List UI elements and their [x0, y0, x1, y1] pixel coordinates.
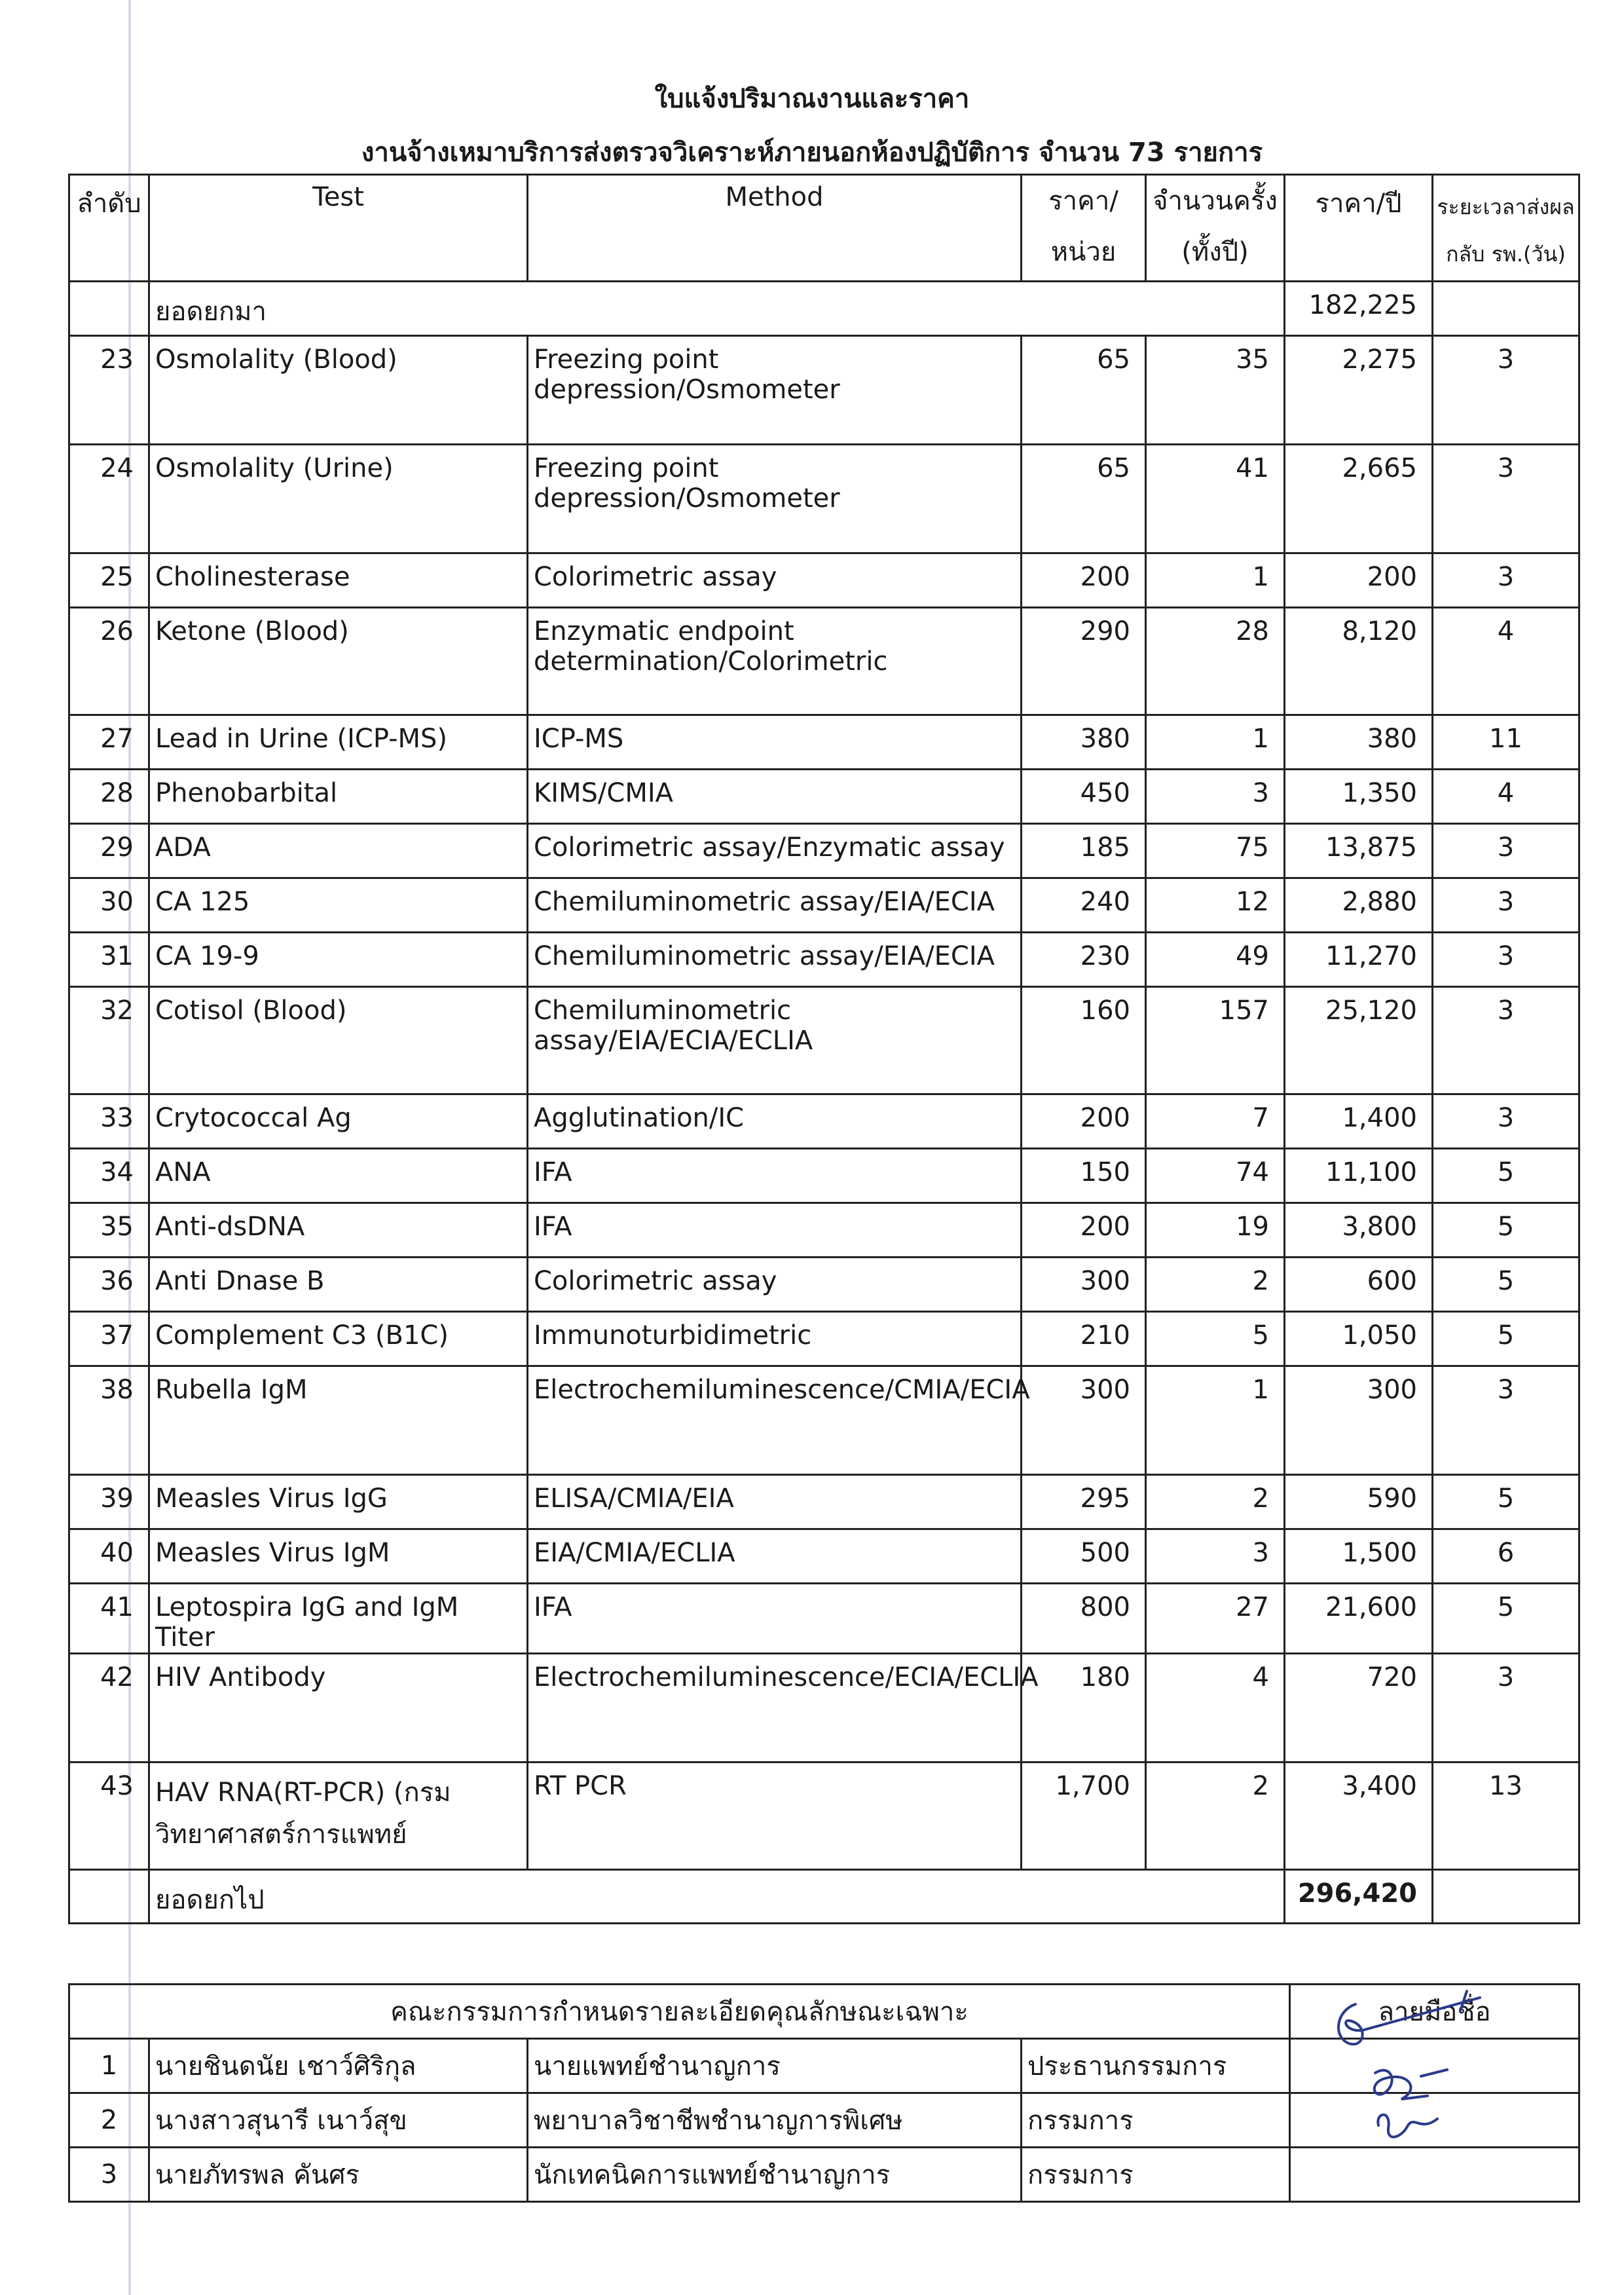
row-count: 41 — [1146, 445, 1285, 553]
table-row — [69, 1094, 1579, 1149]
committee-header: คณะกรรมการกำหนดรายละเอียดคุณลักษณะเฉพาะ — [69, 1985, 1290, 2039]
row-count: 1 — [1146, 1366, 1285, 1475]
carry-in-row — [69, 282, 1579, 336]
row-days: 3 — [1433, 933, 1579, 987]
row-days: 5 — [1433, 1475, 1579, 1529]
member-position: พยาบาลวิชาชีพชำนาญการพิเศษ — [528, 2093, 1022, 2148]
carry-out-value: 296,420 — [1285, 1870, 1433, 1924]
member-signature — [1290, 2148, 1579, 2202]
row-count: 2 — [1146, 1763, 1285, 1870]
row-test: Cholinesterase — [149, 553, 528, 608]
table-row — [69, 1149, 1579, 1203]
row-method: ICP-MS — [528, 715, 1022, 770]
row-days: 11 — [1433, 715, 1579, 770]
row-no: 31 — [69, 933, 149, 987]
row-count: 157 — [1146, 987, 1285, 1094]
table-row — [69, 336, 1579, 445]
row-count: 2 — [1146, 1258, 1285, 1312]
row-method: Chemiluminometric assay/EIA/ECIA — [528, 933, 1022, 987]
row-no: 23 — [69, 336, 149, 445]
row-method: ELISA/CMIA/EIA — [528, 1475, 1022, 1529]
row-price: 180 — [1022, 1654, 1146, 1763]
row-price: 295 — [1022, 1475, 1146, 1529]
row-no: 40 — [69, 1529, 149, 1584]
row-price: 1,700 — [1022, 1763, 1146, 1870]
row-days: 5 — [1433, 1149, 1579, 1203]
row-test: Rubella IgM — [149, 1366, 528, 1475]
row-count: 19 — [1146, 1203, 1285, 1258]
table-row — [69, 553, 1579, 608]
row-days: 5 — [1433, 1203, 1579, 1258]
row-year: 21,600 — [1285, 1584, 1433, 1654]
col-header-count-line2: (ทั้งปี) — [1181, 237, 1249, 267]
row-count: 28 — [1146, 608, 1285, 715]
row-year: 13,875 — [1285, 824, 1433, 878]
row-year: 3,800 — [1285, 1203, 1433, 1258]
doc-title: ใบแจ้งปริมาณงานและราคา — [654, 84, 970, 114]
row-test: Osmolality (Urine) — [149, 445, 528, 553]
col-header-price-line2: หน่วย — [1050, 237, 1116, 267]
row-price: 65 — [1022, 445, 1146, 553]
row-price: 450 — [1022, 770, 1146, 824]
row-test: Crytococcal Ag — [149, 1094, 528, 1149]
table-row — [69, 933, 1579, 987]
row-test: Phenobarbital — [149, 770, 528, 824]
row-days: 3 — [1433, 445, 1579, 553]
row-test: HAV RNA(RT-PCR) (กรมวิทยาศาสตร์การแพทย์ — [149, 1763, 528, 1870]
row-price: 300 — [1022, 1366, 1146, 1475]
row-price: 210 — [1022, 1312, 1146, 1366]
col-header-price — [1022, 175, 1146, 282]
row-method: IFA — [528, 1203, 1022, 1258]
member-position: นายแพทย์ชำนาญการ — [528, 2039, 1022, 2093]
row-method: Chemiluminometric assay/EIA/ECIA/ECLIA — [528, 987, 1022, 1094]
row-year: 600 — [1285, 1258, 1433, 1312]
row-count: 74 — [1146, 1149, 1285, 1203]
row-method: EIA/CMIA/ECLIA — [528, 1529, 1022, 1584]
row-price: 230 — [1022, 933, 1146, 987]
row-year: 11,270 — [1285, 933, 1433, 987]
row-no: 35 — [69, 1203, 149, 1258]
row-days: 3 — [1433, 824, 1579, 878]
row-no: 25 — [69, 553, 149, 608]
row-count: 1 — [1146, 553, 1285, 608]
table-row — [69, 1203, 1579, 1258]
col-header-count — [1146, 175, 1285, 282]
row-method: Freezing point depression/Osmometer — [528, 336, 1022, 445]
row-price: 200 — [1022, 1094, 1146, 1149]
row-method: IFA — [528, 1149, 1022, 1203]
row-test: ANA — [149, 1149, 528, 1203]
row-days: 3 — [1433, 1654, 1579, 1763]
col-header-count-line1: จำนวนครั้ง — [1153, 186, 1278, 216]
row-price: 160 — [1022, 987, 1146, 1094]
row-count: 2 — [1146, 1475, 1285, 1529]
row-method: Colorimetric assay — [528, 1258, 1022, 1312]
row-days: 4 — [1433, 770, 1579, 824]
row-days: 13 — [1433, 1763, 1579, 1870]
signature-header: ลายมือชื่อ — [1290, 1985, 1579, 2039]
row-method: RT PCR — [528, 1763, 1022, 1870]
row-count: 5 — [1146, 1312, 1285, 1366]
member-position: นักเทคนิคการแพทย์ชำนาญการ — [528, 2148, 1022, 2202]
row-days: 6 — [1433, 1529, 1579, 1584]
table-row — [69, 1258, 1579, 1312]
row-year: 1,350 — [1285, 770, 1433, 824]
table-row — [69, 1584, 1579, 1654]
row-year: 3,400 — [1285, 1763, 1433, 1870]
table-row — [69, 878, 1579, 933]
row-method: IFA — [528, 1584, 1022, 1654]
row-price: 240 — [1022, 878, 1146, 933]
carry-out-label: ยอดยกไป — [149, 1870, 1285, 1924]
row-test: Leptospira IgG and IgM Titer — [149, 1584, 528, 1654]
table-row — [69, 1529, 1579, 1584]
table-row — [69, 770, 1579, 824]
col-header-days — [1433, 175, 1579, 282]
row-year: 2,275 — [1285, 336, 1433, 445]
row-no: 29 — [69, 824, 149, 878]
row-no: 24 — [69, 445, 149, 553]
col-header-year: ราคา/ปี — [1285, 175, 1433, 282]
table-row — [69, 824, 1579, 878]
table-row — [69, 445, 1579, 553]
row-no: 39 — [69, 1475, 149, 1529]
row-count: 1 — [1146, 715, 1285, 770]
row-days: 5 — [1433, 1258, 1579, 1312]
row-year: 1,500 — [1285, 1529, 1433, 1584]
row-method: Agglutination/IC — [528, 1094, 1022, 1149]
row-method: Freezing point depression/Osmometer — [528, 445, 1022, 553]
row-test: Anti-dsDNA — [149, 1203, 528, 1258]
row-days: 3 — [1433, 987, 1579, 1094]
row-method: Enzymatic endpoint determination/Colorimetric — [528, 608, 1022, 715]
row-no: 38 — [69, 1366, 149, 1475]
row-count: 7 — [1146, 1094, 1285, 1149]
carry-in-label: ยอดยกมา — [149, 282, 1285, 336]
row-price: 200 — [1022, 1203, 1146, 1258]
row-price: 150 — [1022, 1149, 1146, 1203]
row-year: 8,120 — [1285, 608, 1433, 715]
member-name: นางสาวสุนารี เนาว์สุข — [149, 2093, 528, 2148]
col-header-method: Method — [528, 175, 1022, 282]
col-header-price-line1: ราคา/ — [1048, 186, 1118, 216]
row-no: 43 — [69, 1763, 149, 1870]
row-no: 36 — [69, 1258, 149, 1312]
row-year: 200 — [1285, 553, 1433, 608]
row-year: 720 — [1285, 1654, 1433, 1763]
row-year: 1,400 — [1285, 1094, 1433, 1149]
row-test: Anti Dnase B — [149, 1258, 528, 1312]
row-method: Electrochemiluminescence/ECIA/ECLIA — [528, 1654, 1022, 1763]
row-test: CA 125 — [149, 878, 528, 933]
row-count: 27 — [1146, 1584, 1285, 1654]
row-price: 200 — [1022, 553, 1146, 608]
row-year: 2,665 — [1285, 445, 1433, 553]
row-no: 26 — [69, 608, 149, 715]
row-year: 11,100 — [1285, 1149, 1433, 1203]
row-test: Ketone (Blood) — [149, 608, 528, 715]
member-name: นายชินดนัย เชาว์ศิริกุล — [149, 2039, 528, 2093]
row-no: 34 — [69, 1149, 149, 1203]
member-no: 3 — [69, 2148, 149, 2202]
row-method: Immunoturbidimetric — [528, 1312, 1022, 1366]
row-method: KIMS/CMIA — [528, 770, 1022, 824]
row-price: 65 — [1022, 336, 1146, 445]
row-days: 3 — [1433, 336, 1579, 445]
row-price: 800 — [1022, 1584, 1146, 1654]
row-price: 185 — [1022, 824, 1146, 878]
row-method: Chemiluminometric assay/EIA/ECIA — [528, 878, 1022, 933]
row-test: Measles Virus IgM — [149, 1529, 528, 1584]
row-method: Colorimetric assay — [528, 553, 1022, 608]
row-count: 49 — [1146, 933, 1285, 987]
table-header-row — [69, 175, 1579, 282]
row-days: 3 — [1433, 1366, 1579, 1475]
row-no: 27 — [69, 715, 149, 770]
carry-out-row — [69, 1870, 1579, 1924]
row-method: Colorimetric assay/Enzymatic assay — [528, 824, 1022, 878]
member-role: กรรมการ — [1022, 2093, 1290, 2148]
row-test: Lead in Urine (ICP-MS) — [149, 715, 528, 770]
row-price: 380 — [1022, 715, 1146, 770]
col-header-no: ลำดับ — [69, 175, 149, 282]
row-no: 33 — [69, 1094, 149, 1149]
row-no: 30 — [69, 878, 149, 933]
row-count: 4 — [1146, 1654, 1285, 1763]
table-row — [69, 1763, 1579, 1870]
row-days: 3 — [1433, 553, 1579, 608]
price-table — [68, 174, 1580, 1924]
row-days: 3 — [1433, 878, 1579, 933]
doc-subtitle: งานจ้างเหมาบริการส่งตรวจวิเคราะห์ภายนอกห้องปฏิบัติการ จำนวน 73 รายการ — [361, 138, 1263, 168]
row-year: 590 — [1285, 1475, 1433, 1529]
row-price: 500 — [1022, 1529, 1146, 1584]
row-method: Electrochemiluminescence/CMIA/ECIA — [528, 1366, 1022, 1475]
row-no: 32 — [69, 987, 149, 1094]
committee-member-row — [69, 2148, 1579, 2202]
row-count: 35 — [1146, 336, 1285, 445]
member-role: กรรมการ — [1022, 2148, 1290, 2202]
row-price: 290 — [1022, 608, 1146, 715]
row-count: 3 — [1146, 1529, 1285, 1584]
row-test: Cotisol (Blood) — [149, 987, 528, 1094]
row-test: Complement C3 (B1C) — [149, 1312, 528, 1366]
table-row — [69, 715, 1579, 770]
signature-mark — [1329, 1985, 1500, 2148]
row-test: CA 19-9 — [149, 933, 528, 987]
row-count: 3 — [1146, 770, 1285, 824]
row-test: Measles Virus IgG — [149, 1475, 528, 1529]
row-year: 25,120 — [1285, 987, 1433, 1094]
member-no: 1 — [69, 2039, 149, 2093]
col-header-days-line1: ระยะเวลาส่งผล — [1437, 195, 1575, 219]
row-price: 300 — [1022, 1258, 1146, 1312]
row-no: 42 — [69, 1654, 149, 1763]
table-row — [69, 1654, 1579, 1763]
table-row — [69, 1312, 1579, 1366]
row-count: 75 — [1146, 824, 1285, 878]
row-days: 3 — [1433, 1094, 1579, 1149]
row-count: 12 — [1146, 878, 1285, 933]
table-row — [69, 608, 1579, 715]
member-name: นายภัทรพล คันศร — [149, 2148, 528, 2202]
row-days: 5 — [1433, 1312, 1579, 1366]
row-test: Osmolality (Blood) — [149, 336, 528, 445]
member-no: 2 — [69, 2093, 149, 2148]
row-days: 4 — [1433, 608, 1579, 715]
row-year: 2,880 — [1285, 878, 1433, 933]
member-role: ประธานกรรมการ — [1022, 2039, 1290, 2093]
row-year: 380 — [1285, 715, 1433, 770]
row-days: 5 — [1433, 1584, 1579, 1654]
row-no: 37 — [69, 1312, 149, 1366]
table-row — [69, 987, 1579, 1094]
row-no: 41 — [69, 1584, 149, 1654]
table-row — [69, 1475, 1579, 1529]
col-header-test: Test — [149, 175, 528, 282]
row-test: ADA — [149, 824, 528, 878]
table-row — [69, 1366, 1579, 1475]
row-year: 300 — [1285, 1366, 1433, 1475]
row-year: 1,050 — [1285, 1312, 1433, 1366]
carry-in-value: 182,225 — [1285, 282, 1433, 336]
col-header-days-line2: กลับ รพ.(วัน) — [1446, 242, 1566, 267]
row-test: HIV Antibody — [149, 1654, 528, 1763]
row-no: 28 — [69, 770, 149, 824]
